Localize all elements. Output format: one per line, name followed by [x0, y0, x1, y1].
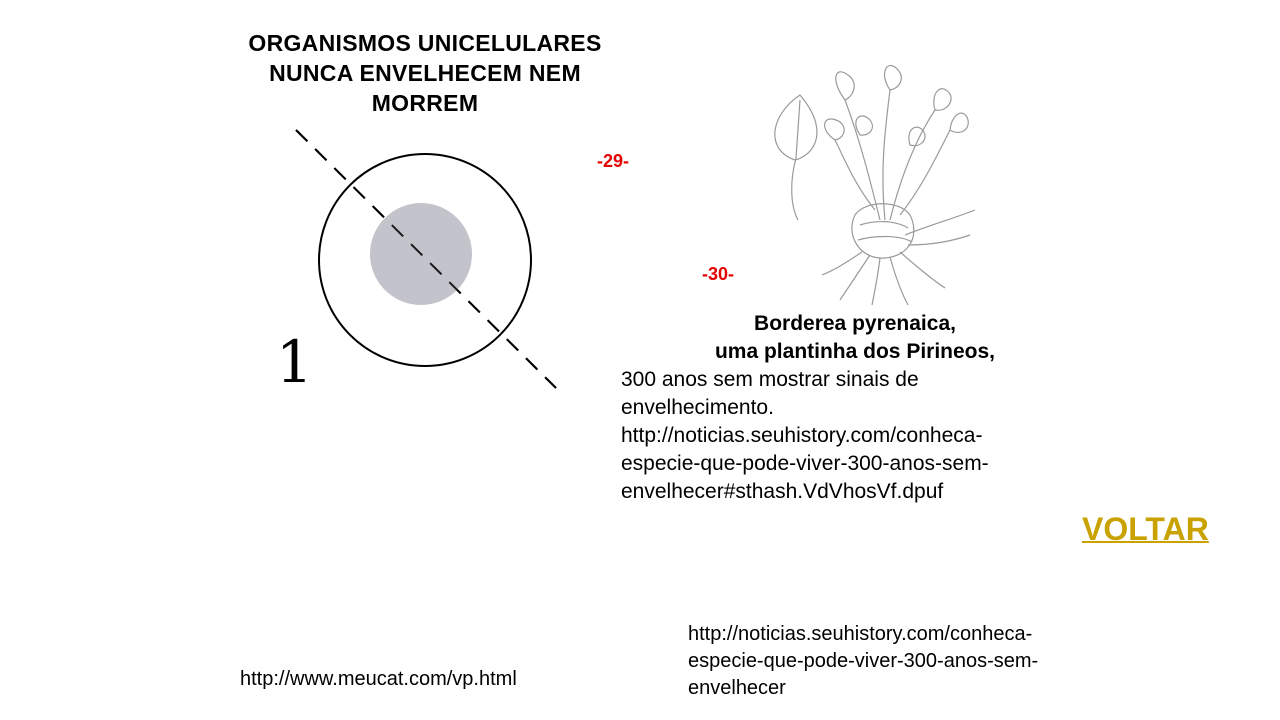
slide-title — [200, 28, 650, 118]
reference-right-line: envelhecer — [688, 677, 786, 699]
plant-name-line: Borderea pyrenaica, — [754, 312, 956, 335]
title-line: NUNCA ENVELHECEM NEM — [269, 60, 581, 86]
reference-right — [688, 621, 1148, 702]
plant-desc-line: 300 anos sem mostrar sinais de — [621, 368, 919, 391]
cell-number: 1 — [276, 328, 313, 396]
cell-diagram — [260, 120, 580, 410]
reference-right-line: especie-que-pode-viver-300-anos-sem- — [688, 650, 1039, 672]
plant-desc-line: envelhecimento. — [621, 396, 774, 419]
title-line: MORREM — [371, 90, 479, 116]
label-30: -30- — [702, 264, 735, 284]
plant-desc-line: http://noticias.seuhistory.com/conheca- — [621, 424, 983, 447]
reference-right-line: http://noticias.seuhistory.com/conheca- — [688, 623, 1033, 645]
plant-desc-line: especie-que-pode-viver-300-anos-sem- — [621, 452, 989, 475]
plant-illustration — [760, 20, 990, 310]
voltar-link[interactable]: VOLTAR — [1082, 511, 1209, 547]
label-29: -29- — [597, 151, 630, 171]
plant-desc-line: envelhecer#sthash.VdVhosVf.dpuf — [621, 480, 944, 503]
plant-name-line: uma plantinha dos Pirineos, — [714, 340, 996, 363]
plant-description — [621, 366, 1061, 506]
plant-name — [660, 310, 1050, 366]
reference-left: http://www.meucat.com/vp.html — [240, 668, 517, 690]
title-line: ORGANISMOS UNICELULARES — [248, 30, 602, 56]
